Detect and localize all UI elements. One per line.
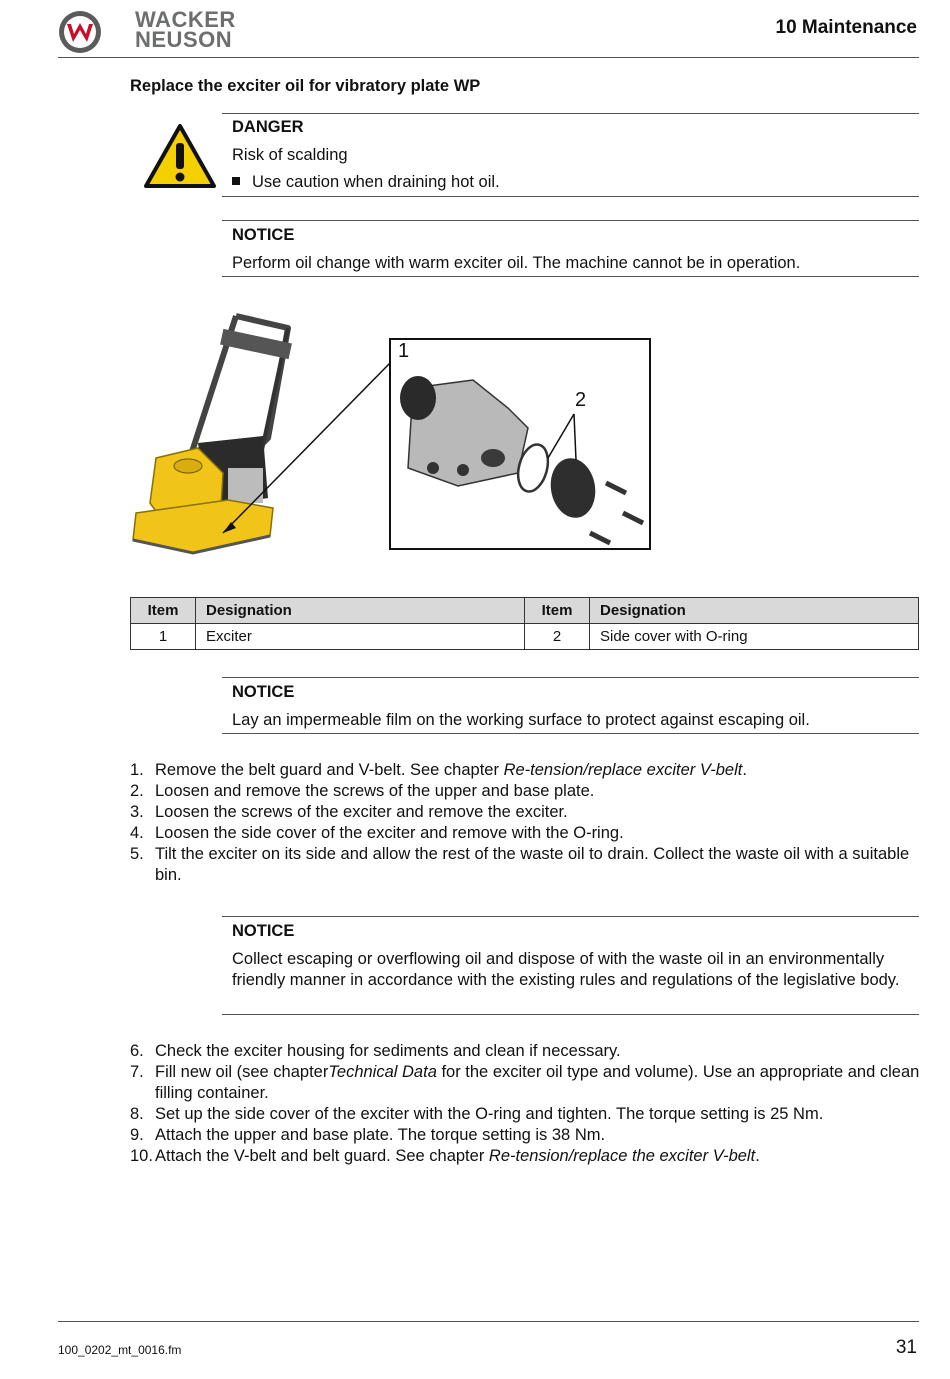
step-text-end: . (755, 1147, 760, 1165)
step-item (130, 802, 920, 823)
table-cell-designation: Exciter (196, 624, 525, 650)
parts-table (130, 597, 919, 650)
step-number: 1. (130, 761, 144, 779)
chapter-heading: 10 Maintenance (775, 17, 917, 38)
table-header-designation: Designation (196, 598, 525, 624)
brand-line-2: NEUSON (135, 27, 233, 52)
section-title: Replace the exciter oil for vibratory plate WP (130, 77, 481, 95)
step-text: Check the exciter housing for sediments and clean if necessary. (155, 1042, 621, 1060)
step-text-end: for the exciter oil type and volume). Use an appropriate and clean filling container. (155, 1063, 920, 1102)
notice3-text: Collect escaping or overflowing oil and dispose of with the waste oil in an environmentally friendly manner in accordance with the existing rules and regulations of the legislative body. (232, 950, 900, 989)
notice3-top-rule (222, 916, 919, 917)
step-text: Set up the side cover of the exciter with the O-ring and tighten. The torque setting is 25 Nm. (155, 1105, 824, 1123)
step-number: 4. (130, 824, 144, 842)
step-number: 10. (130, 1147, 153, 1165)
chapter-reference-link[interactable]: Re-tension/replace the exciter V-belt (488, 1147, 756, 1165)
danger-text: Risk of scalding (232, 146, 348, 164)
table-cell-item: 1 (131, 624, 196, 650)
notice1-top-rule (222, 220, 919, 221)
step-number: 9. (130, 1126, 144, 1144)
notice3-bottom-rule (222, 1014, 919, 1015)
step-item (130, 1041, 920, 1062)
footer-filename: 100_0202_mt_0016.fm (58, 1343, 182, 1357)
header-rule (58, 57, 919, 58)
callout-2: 2 (575, 389, 587, 411)
brand-line-1: WACKER (135, 7, 236, 32)
brand-wordmark (135, 7, 236, 52)
step-item (130, 1125, 920, 1146)
table-header-item: Item (525, 598, 590, 624)
table-row (131, 624, 919, 650)
notice2-bottom-rule (222, 733, 919, 734)
step-text: Attach the upper and base plate. The torque setting is 38 Nm. (155, 1126, 606, 1144)
step-item (130, 760, 920, 781)
notice2-text: Lay an impermeable film on the working surface to protect against escaping oil. (232, 711, 810, 729)
step-number: 7. (130, 1063, 144, 1081)
wacker-neuson-logo (58, 10, 102, 54)
step-text: Loosen the screws of the exciter and remove the exciter. (155, 803, 568, 821)
table-cell-designation: Side cover with O-ring (590, 624, 919, 650)
step-number: 2. (130, 782, 144, 800)
danger-top-rule (222, 113, 919, 114)
danger-bullet (232, 172, 500, 193)
step-text: Loosen the side cover of the exciter and remove with the O-ring. (155, 824, 624, 842)
steps-list-b (130, 1041, 920, 1167)
chapter-reference-link[interactable]: Re-tension/replace exciter V-belt (503, 761, 743, 779)
step-item (130, 1104, 920, 1125)
step-item (130, 844, 920, 886)
table-cell-item: 2 (525, 624, 590, 650)
bullet-square-icon (232, 177, 240, 185)
step-text: Tilt the exciter on its side and allow the rest of the waste oil to drain. Collect the waste oil with a suitable bin. (155, 845, 910, 884)
danger-bottom-rule (222, 196, 919, 197)
step-number: 8. (130, 1105, 144, 1123)
step-item (130, 823, 920, 844)
danger-heading: DANGER (232, 118, 304, 136)
steps-list-a (130, 760, 920, 886)
callout-1: 1 (398, 340, 410, 362)
step-text: Remove the belt guard and V-belt. See chapter (155, 761, 504, 779)
step-text: Attach the V-belt and belt guard. See chapter (155, 1147, 489, 1165)
footer-rule (58, 1321, 919, 1322)
notice3-heading: NOTICE (232, 922, 295, 940)
step-item (130, 1062, 920, 1104)
page-number: 31 (895, 1337, 917, 1358)
table-header-item: Item (131, 598, 196, 624)
step-text: Loosen and remove the screws of the upper and base plate. (155, 782, 595, 800)
step-item (130, 781, 920, 802)
step-number: 6. (130, 1042, 144, 1060)
notice2-heading: NOTICE (232, 683, 295, 701)
step-item (130, 1146, 920, 1167)
notice2-top-rule (222, 677, 919, 678)
notice1-bottom-rule (222, 276, 919, 277)
warning-triangle-icon (143, 123, 217, 189)
step-number: 5. (130, 845, 144, 863)
table-header-designation: Designation (590, 598, 919, 624)
step-number: 3. (130, 803, 144, 821)
vibratory-plate-illustration (128, 308, 658, 568)
chapter-reference-link[interactable]: Technical Data (328, 1063, 437, 1081)
danger-bullet-text: Use caution when draining hot oil. (252, 173, 500, 191)
table-header-row (131, 598, 919, 624)
notice1-text: Perform oil change with warm exciter oil. The machine cannot be in operation. (232, 254, 801, 272)
step-text-end: . (742, 761, 747, 779)
step-text: Fill new oil (see chapter (155, 1063, 329, 1081)
notice1-heading: NOTICE (232, 226, 295, 244)
